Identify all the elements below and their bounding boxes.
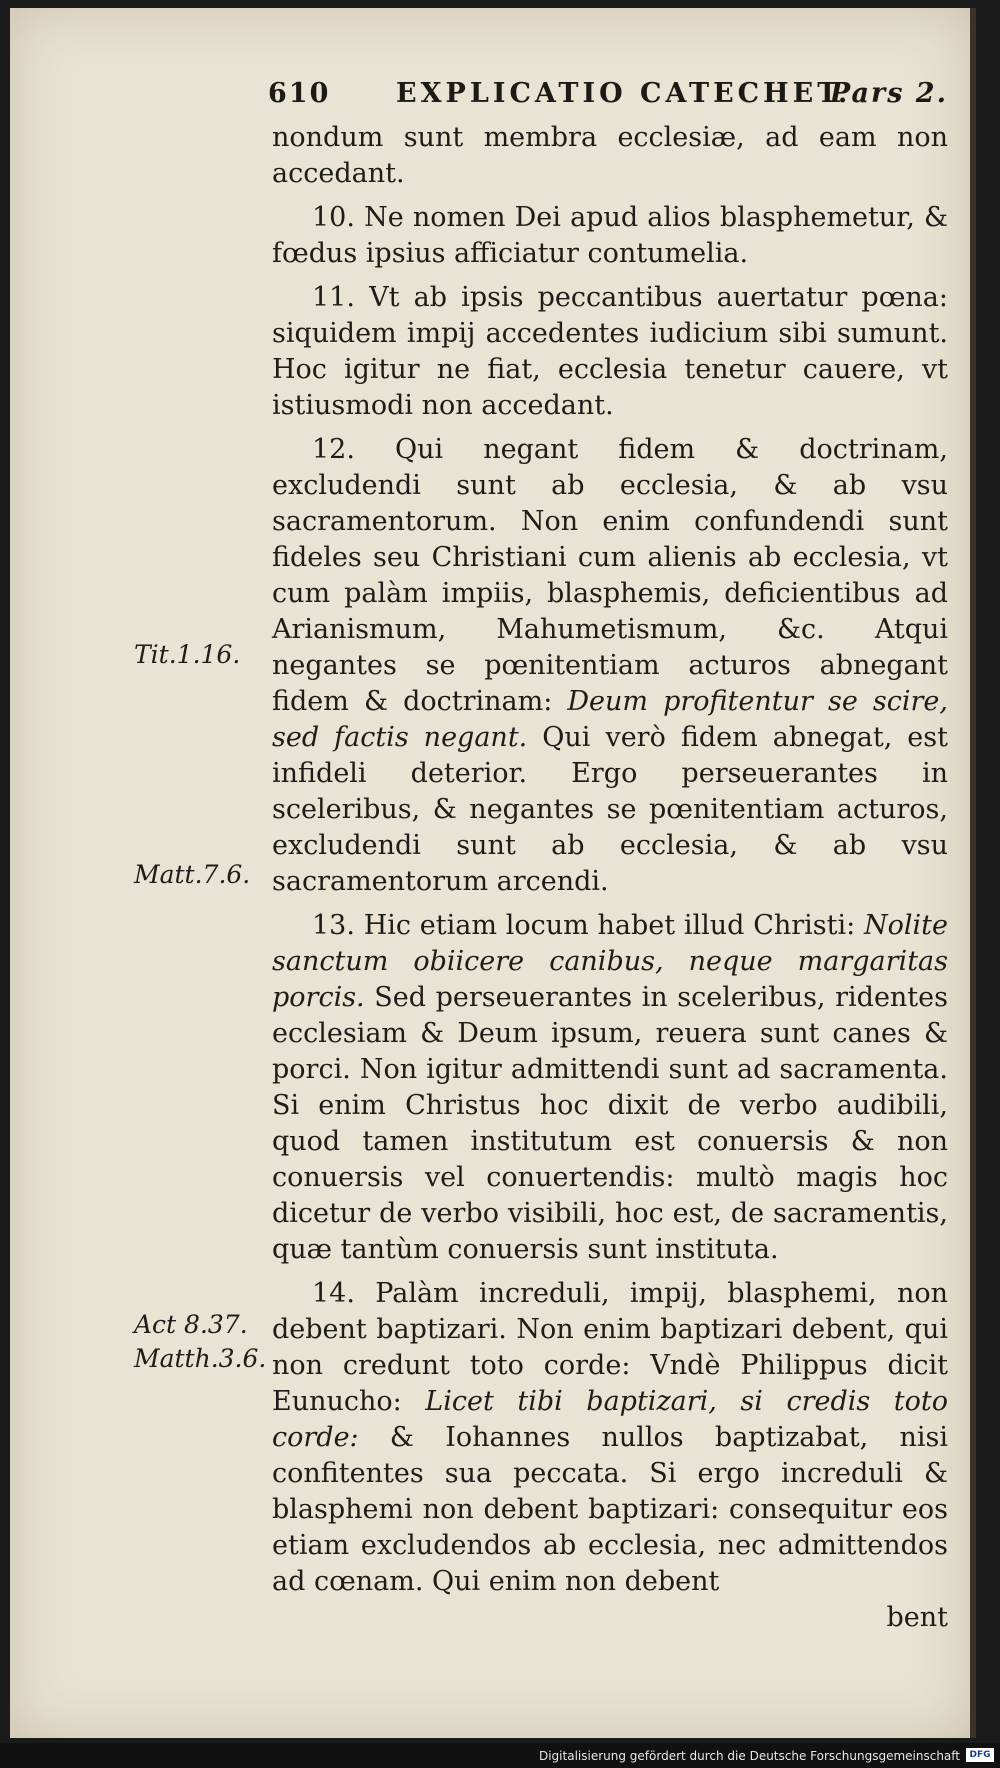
paragraph-14-text: 14. Palàm increduli, impij, blasphemi, non debent baptizari. Non enim baptizari debent, qui non credunt toto corde: Vndè Philippus dicit Eunucho: (272, 1278, 948, 1417)
running-header (268, 72, 948, 112)
footer-text: Digitalisierung gefördert durch die Deutsche Forschungsgemeinschaft (538, 1749, 960, 1763)
quote-acts: Licet tibi baptizari, si credis toto corde: (272, 1386, 948, 1453)
quote-titus: Deum profitentur se scire, sed factis negant. (272, 686, 948, 753)
dfg-logo-icon: DFG (966, 1748, 994, 1762)
margin-note-tit: Tit.1.16. (134, 640, 241, 669)
margin-note-matth: Matth.3.6. (134, 1344, 267, 1373)
quote-matthew: Nolite sanctum obiicere canibus, neque margaritas porcis. (272, 910, 948, 1013)
running-title: EXPLICATIO CATECHET. (396, 78, 852, 109)
paragraph-10: 10. Ne nomen Dei apud alios blasphemetur, & fœdus ipsius afficiatur contumelia. (272, 202, 948, 269)
part-label: Pars 2. (829, 78, 948, 109)
margin-note-act: Act 8.37. (134, 1310, 248, 1339)
page-number: 610 (268, 78, 331, 109)
margin-note-matt: Matt.7.6. (134, 860, 251, 889)
body-text (272, 120, 948, 1636)
paragraph-14-cont: & Iohannes nullos baptizabat, nisi confitentes sua peccata. Si ergo increduli & blasphemi non debent baptizari: consequitur eos etiam excludendos ab ecclesia, nec admittendos ad cœnam. Qui enim non debent (272, 1422, 948, 1597)
digitization-footer (0, 1743, 1000, 1768)
paragraph-12-text: 12. Qui negant fidem & doctrinam, excludendi sunt ab ecclesia, & ab vsu sacramentorum. Non enim confundendi sunt fideles seu Christiani cum alienis ab ecclesia, vt cum palàm impiis, blasphemis, deficientibus ad Arianismum, Mahumetismum, &c. Atqui negantes se pœnitentiam acturos abnegant fidem & doctrinam: (272, 434, 948, 717)
paragraph-14 (272, 1276, 948, 1600)
catchword: bent (886, 1602, 948, 1633)
paragraph-13-cont: Sed perseuerantes in sceleribus, ridentes ecclesiam & Deum ipsum, reuera sunt canes & porci. Non igitur admittendi sunt ad sacramenta. Si enim Christus hoc dixit de verbo audibili, quod tamen institutum est conuersis & non conuersis vel conuertendis: multò magis hoc dicetur de verbo visibili, hoc est, de sacramentis, quæ tantùm conuersis sunt instituta. (272, 982, 948, 1265)
paragraph-continuation: nondum sunt membra ecclesiæ, ad eam non accedant. (272, 122, 948, 189)
paragraph-12 (272, 432, 948, 900)
paragraph-11: 11. Vt ab ipsis peccantibus auertatur pœna: siquidem impij accedentes iudicium sibi sumunt. Hoc igitur ne fiat, ecclesia tenetur cauere, vt istiusmodi non accedant. (272, 282, 948, 421)
book-page (10, 8, 976, 1738)
paragraph-13 (272, 908, 948, 1268)
paragraph-12-cont: Qui verò fidem abnegat, est infideli deterior. Ergo perseuerantes in sceleribus, & negantes se pœnitentiam acturos, excludendi sunt ab ecclesia, & ab vsu sacramentorum arcendi. (272, 722, 948, 897)
paragraph-13-text: 13. Hic etiam locum habet illud Christi: (312, 910, 856, 941)
